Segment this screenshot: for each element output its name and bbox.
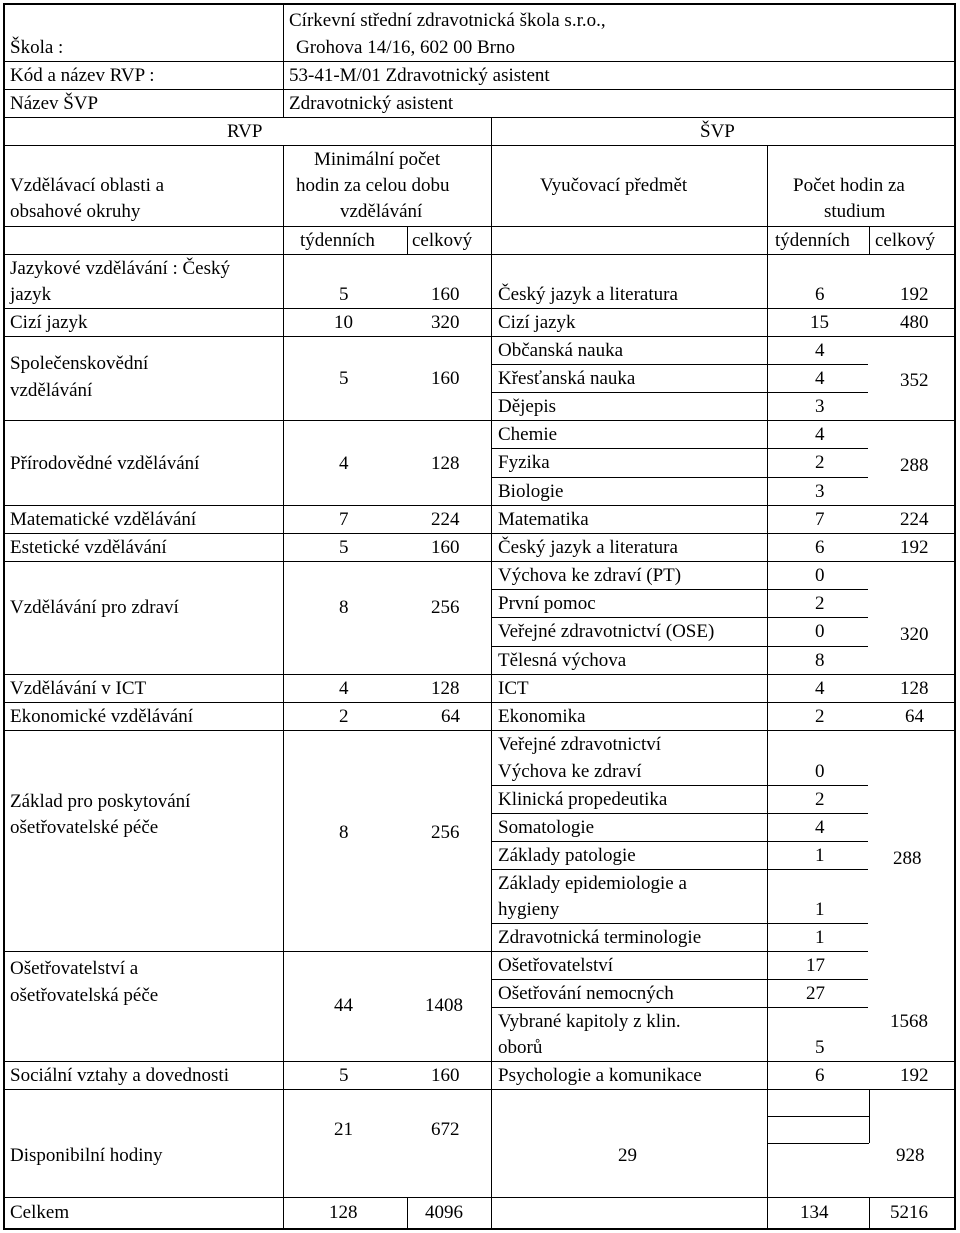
divider xyxy=(407,226,408,254)
weekly-value: 21 xyxy=(334,1119,353,1140)
weekly-value: 8 xyxy=(339,597,349,618)
divider xyxy=(3,226,956,227)
subject-name: oborů xyxy=(498,1037,543,1058)
total-value: 1408 xyxy=(425,995,463,1016)
subject-total: 192 xyxy=(900,1065,929,1086)
subject-weekly: 4 xyxy=(815,817,825,838)
divider xyxy=(491,646,868,647)
weekly-value: 8 xyxy=(339,822,349,843)
table-border xyxy=(954,3,956,1230)
divider xyxy=(491,841,868,842)
weekly-value: 128 xyxy=(329,1202,358,1223)
divider xyxy=(3,420,956,421)
subject-name: Veřejné zdravotnictví (OSE) xyxy=(498,621,715,642)
subject-weekly: 4 xyxy=(815,678,825,699)
divider xyxy=(407,1197,408,1228)
area-label: Základ pro poskytování xyxy=(10,791,191,812)
school-label: Škola : xyxy=(10,37,64,58)
areas-heading: Vzdělávací oblasti a xyxy=(10,175,165,196)
weekly-heading: týdenních xyxy=(775,230,850,251)
area-label: Ošetřovatelství a xyxy=(10,958,139,979)
subject-weekly: 5 xyxy=(815,1037,825,1058)
subject-name: Výchova ke zdraví (PT) xyxy=(498,565,682,586)
subject-name: Výchova ke zdraví xyxy=(498,761,642,782)
divider xyxy=(491,869,868,870)
total-value: 224 xyxy=(431,509,460,530)
weekly-value: 10 xyxy=(334,312,353,333)
total-value: 320 xyxy=(431,312,460,333)
divider xyxy=(491,785,868,786)
total-value: 672 xyxy=(431,1119,460,1140)
subject-name: hygieny xyxy=(498,899,560,920)
table-border xyxy=(3,1228,956,1230)
total-value: 160 xyxy=(431,368,460,389)
total-value: 256 xyxy=(431,822,460,843)
weekly-heading: týdenních xyxy=(300,230,375,251)
divider xyxy=(283,3,284,117)
subject-name: Tělesná výchova xyxy=(498,650,627,671)
divider xyxy=(491,364,868,365)
divider xyxy=(491,1007,868,1008)
divider xyxy=(3,308,956,309)
total-value: 160 xyxy=(431,537,460,558)
subject-name: Biologie xyxy=(498,481,564,502)
subject-name: Český jazyk a literatura xyxy=(498,284,678,305)
table-border xyxy=(3,3,956,5)
subject-weekly: 4 xyxy=(815,424,825,445)
subject-weekly: 1 xyxy=(815,845,825,866)
divider xyxy=(869,1197,870,1228)
subject-name: Základy patologie xyxy=(498,845,636,866)
rvp-code-value: 53-41-M/01 Zdravotnický asistent xyxy=(289,65,550,86)
total-heading: celkový xyxy=(875,230,936,251)
divider xyxy=(767,1116,869,1117)
divider xyxy=(3,1089,956,1090)
subject-weekly: 17 xyxy=(806,955,825,976)
area-label: Vzdělávání pro zdraví xyxy=(10,597,179,618)
weekly-value: 7 xyxy=(339,509,349,530)
subject-name: Dějepis xyxy=(498,396,557,417)
subject-total: 5216 xyxy=(890,1202,928,1223)
divider xyxy=(491,813,868,814)
divider xyxy=(3,1061,956,1062)
subject-name: Chemie xyxy=(498,424,558,445)
subject-name: ICT xyxy=(498,678,529,699)
divider xyxy=(491,617,868,618)
subject-name: Ekonomika xyxy=(498,706,586,727)
subject-weekly: 3 xyxy=(815,396,825,417)
weekly-value: 2 xyxy=(339,706,349,727)
subject-name: Český jazyk a literatura xyxy=(498,537,678,558)
subject-total: 192 xyxy=(900,284,929,305)
subject-name: První pomoc xyxy=(498,593,596,614)
subject-weekly: 27 xyxy=(806,983,825,1004)
svp-name-value: Zdravotnický asistent xyxy=(289,93,454,114)
subject-name: Cizí jazyk xyxy=(498,312,576,333)
subject-weekly: 29 xyxy=(618,1145,637,1166)
divider xyxy=(491,923,868,924)
hours-heading: Počet hodin za xyxy=(793,175,905,196)
divider xyxy=(3,561,956,562)
total-value: 160 xyxy=(431,284,460,305)
subject-name: Základy epidemiologie a xyxy=(498,873,687,894)
divider xyxy=(3,89,956,90)
divider xyxy=(3,1197,956,1198)
weekly-value: 4 xyxy=(339,453,349,474)
area-label: Ekonomické vzdělávání xyxy=(10,706,194,727)
subject-name: Ošetřování nemocných xyxy=(498,983,674,1004)
subject-weekly: 6 xyxy=(815,1065,825,1086)
divider xyxy=(3,145,956,146)
subject-weekly: 2 xyxy=(815,706,825,727)
total-value: 4096 xyxy=(425,1202,463,1223)
subject-heading: Vyučovací předmět xyxy=(540,175,688,196)
area-label: Cizí jazyk xyxy=(10,312,88,333)
subject-total: 480 xyxy=(900,312,929,333)
subject-weekly: 0 xyxy=(815,621,825,642)
area-label: Vzdělávání v ICT xyxy=(10,678,147,699)
subject-total: 1568 xyxy=(890,1011,928,1032)
subject-weekly: 2 xyxy=(815,789,825,810)
weekly-value: 4 xyxy=(339,678,349,699)
subject-weekly: 4 xyxy=(815,368,825,389)
divider xyxy=(491,477,868,478)
subject-weekly: 1 xyxy=(815,899,825,920)
subject-total: 352 xyxy=(900,370,929,391)
subject-weekly: 134 xyxy=(800,1202,829,1223)
min-hours-heading: Minimální počet xyxy=(314,149,441,170)
area-label: Sociální vztahy a dovednosti xyxy=(10,1065,229,1086)
area-label: vzdělávání xyxy=(10,380,93,401)
area-label: ošetřovatelská péče xyxy=(10,985,159,1006)
subject-name: Vybrané kapitoly z klin. xyxy=(498,1011,681,1032)
subject-name: Veřejné zdravotnictví xyxy=(498,734,662,755)
areas-heading: obsahové okruhy xyxy=(10,201,141,222)
subject-total: 320 xyxy=(900,624,929,645)
subject-total: 288 xyxy=(900,455,929,476)
area-label: Matematické vzdělávání xyxy=(10,509,197,530)
subject-weekly: 8 xyxy=(815,650,825,671)
divider xyxy=(869,226,870,254)
subject-name: Psychologie a komunikace xyxy=(498,1065,702,1086)
weekly-value: 5 xyxy=(339,1065,349,1086)
subject-weekly: 1 xyxy=(815,927,825,948)
subject-weekly: 6 xyxy=(815,284,825,305)
weekly-value: 5 xyxy=(339,537,349,558)
weekly-value: 44 xyxy=(334,995,353,1016)
subject-total: 64 xyxy=(905,706,924,727)
subject-weekly: 0 xyxy=(815,565,825,586)
min-hours-heading: vzdělávání xyxy=(340,201,423,222)
area-label: Estetické vzdělávání xyxy=(10,537,167,558)
area-label: ošetřovatelské péče xyxy=(10,817,159,838)
subject-weekly: 2 xyxy=(815,593,825,614)
subject-weekly: 7 xyxy=(815,509,825,530)
total-value: 128 xyxy=(431,453,460,474)
subject-total: 128 xyxy=(900,678,929,699)
subject-weekly: 3 xyxy=(815,481,825,502)
weekly-value: 5 xyxy=(339,284,349,305)
divider xyxy=(3,951,868,952)
divider xyxy=(3,505,956,506)
divider xyxy=(491,448,868,449)
subject-weekly: 0 xyxy=(815,761,825,782)
rvp-code-label: Kód a název RVP : xyxy=(10,65,155,86)
divider xyxy=(3,254,956,255)
hours-heading: studium xyxy=(824,201,886,222)
subject-name: Křesťanská nauka xyxy=(498,368,636,389)
subject-name: Fyzika xyxy=(498,452,550,473)
subject-total: 192 xyxy=(900,537,929,558)
total-heading: celkový xyxy=(412,230,473,251)
divider xyxy=(491,117,492,145)
divider xyxy=(3,117,956,118)
divider xyxy=(3,730,956,731)
school-name: Církevní střední zdravotnická škola s.r.o., xyxy=(289,10,606,31)
subject-name: Občanská nauka xyxy=(498,340,624,361)
area-label: Disponibilní hodiny xyxy=(10,1145,163,1166)
divider xyxy=(3,61,956,62)
subject-total: 224 xyxy=(900,509,929,530)
divider xyxy=(3,702,956,703)
rvp-heading: RVP xyxy=(227,121,263,142)
area-label: Společenskovědní xyxy=(10,353,149,374)
subject-weekly: 4 xyxy=(815,340,825,361)
svp-name-label: Název ŠVP xyxy=(10,93,99,114)
table-border xyxy=(3,3,5,1230)
divider xyxy=(3,336,956,337)
divider xyxy=(869,1089,870,1143)
subject-total: 288 xyxy=(893,848,922,869)
total-value: 160 xyxy=(431,1065,460,1086)
divider xyxy=(3,674,956,675)
subject-name: Zdravotnická terminologie xyxy=(498,927,702,948)
area-label: jazyk xyxy=(10,284,52,305)
school-address: Grohova 14/16, 602 00 Brno xyxy=(296,37,516,58)
subject-weekly: 6 xyxy=(815,537,825,558)
subject-name: Matematika xyxy=(498,509,589,530)
subject-name: Ošetřovatelství xyxy=(498,955,614,976)
total-value: 64 xyxy=(441,706,460,727)
divider xyxy=(491,979,868,980)
area-label: Jazykové vzdělávání : Český xyxy=(10,258,231,279)
subject-weekly: 15 xyxy=(810,312,829,333)
total-label: Celkem xyxy=(10,1202,70,1223)
divider xyxy=(491,392,868,393)
subject-weekly: 2 xyxy=(815,452,825,473)
divider xyxy=(3,533,956,534)
area-label: Přírodovědné vzdělávání xyxy=(10,453,200,474)
weekly-value: 5 xyxy=(339,368,349,389)
subject-name: Somatologie xyxy=(498,817,595,838)
svp-heading: ŠVP xyxy=(700,121,735,142)
subject-total: 928 xyxy=(896,1145,925,1166)
min-hours-heading: hodin za celou dobu xyxy=(296,175,450,196)
total-value: 128 xyxy=(431,678,460,699)
divider xyxy=(767,1143,869,1144)
subject-name: Klinická propedeutika xyxy=(498,789,668,810)
total-value: 256 xyxy=(431,597,460,618)
divider xyxy=(491,589,868,590)
